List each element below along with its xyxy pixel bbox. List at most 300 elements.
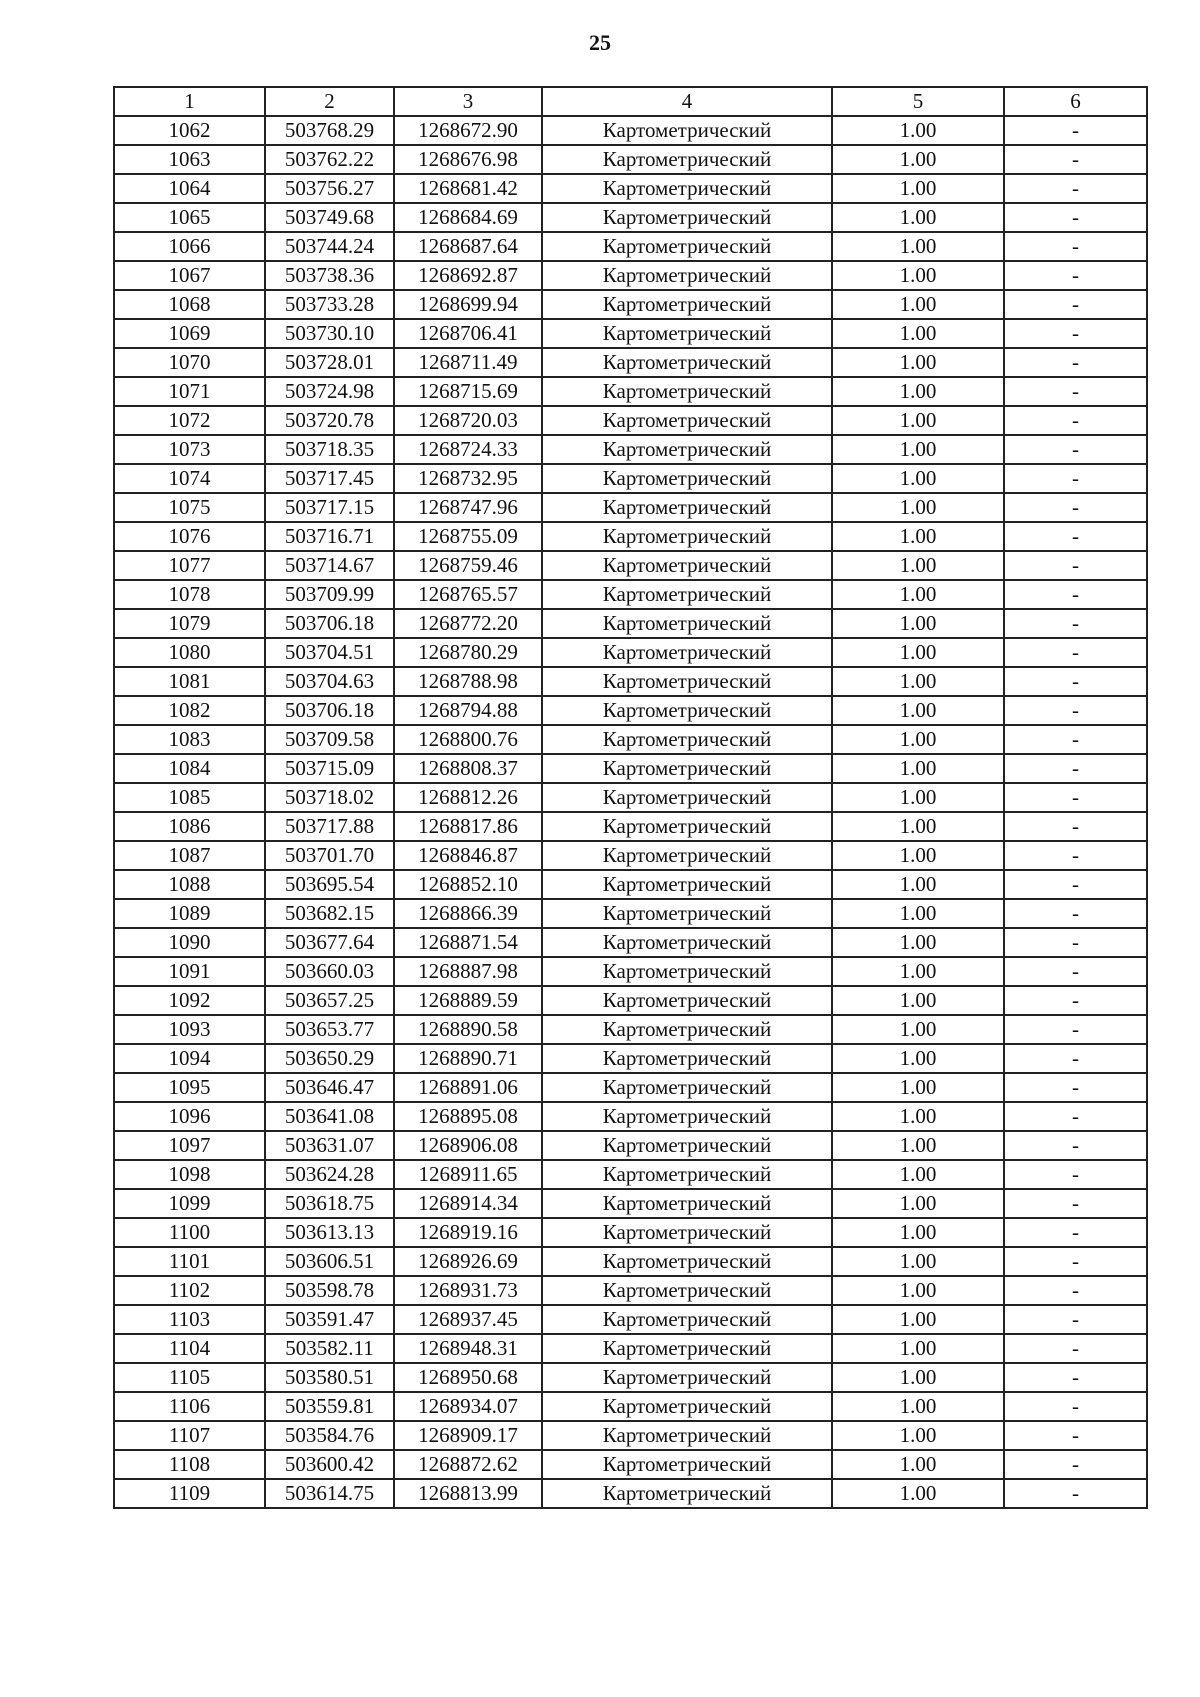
accuracy-cell: 1.00	[832, 1479, 1004, 1508]
method-cell: Картометрический	[542, 1247, 832, 1276]
table-row	[114, 348, 1147, 377]
method-cell: Картометрический	[542, 667, 832, 696]
accuracy-cell: 1.00	[832, 406, 1004, 435]
point-number-cell: 1078	[114, 580, 265, 609]
description-cell: -	[1004, 435, 1147, 464]
point-number-cell: 1107	[114, 1421, 265, 1450]
y-coordinate-cell: 1268890.58	[394, 1015, 542, 1044]
method-cell: Картометрический	[542, 957, 832, 986]
y-coordinate-cell: 1268687.64	[394, 232, 542, 261]
accuracy-cell: 1.00	[832, 319, 1004, 348]
x-coordinate-cell: 503677.64	[265, 928, 394, 957]
y-coordinate-cell: 1268672.90	[394, 116, 542, 145]
method-cell: Картометрический	[542, 406, 832, 435]
table-row	[114, 1073, 1147, 1102]
y-coordinate-cell: 1268895.08	[394, 1102, 542, 1131]
description-cell: -	[1004, 1102, 1147, 1131]
accuracy-cell: 1.00	[832, 551, 1004, 580]
column-header-2: 2	[265, 87, 394, 116]
method-cell: Картометрический	[542, 493, 832, 522]
accuracy-cell: 1.00	[832, 377, 1004, 406]
accuracy-cell: 1.00	[832, 435, 1004, 464]
method-cell: Картометрический	[542, 754, 832, 783]
point-number-cell: 1092	[114, 986, 265, 1015]
method-cell: Картометрический	[542, 696, 832, 725]
table-row	[114, 1218, 1147, 1247]
method-cell: Картометрический	[542, 261, 832, 290]
y-coordinate-cell: 1268780.29	[394, 638, 542, 667]
column-header-5: 5	[832, 87, 1004, 116]
y-coordinate-cell: 1268887.98	[394, 957, 542, 986]
y-coordinate-cell: 1268872.62	[394, 1450, 542, 1479]
x-coordinate-cell: 503706.18	[265, 609, 394, 638]
x-coordinate-cell: 503718.02	[265, 783, 394, 812]
point-number-cell: 1077	[114, 551, 265, 580]
page-number: 25	[589, 30, 611, 55]
point-number-cell: 1071	[114, 377, 265, 406]
x-coordinate-cell: 503714.67	[265, 551, 394, 580]
accuracy-cell: 1.00	[832, 1363, 1004, 1392]
table-row	[114, 377, 1147, 406]
point-number-cell: 1086	[114, 812, 265, 841]
accuracy-cell: 1.00	[832, 957, 1004, 986]
x-coordinate-cell: 503704.63	[265, 667, 394, 696]
x-coordinate-cell: 503653.77	[265, 1015, 394, 1044]
method-cell: Картометрический	[542, 1102, 832, 1131]
x-coordinate-cell: 503582.11	[265, 1334, 394, 1363]
description-cell: -	[1004, 580, 1147, 609]
description-cell: -	[1004, 145, 1147, 174]
method-cell: Картометрический	[542, 1015, 832, 1044]
table-row	[114, 725, 1147, 754]
table-row	[114, 1305, 1147, 1334]
y-coordinate-cell: 1268765.57	[394, 580, 542, 609]
accuracy-cell: 1.00	[832, 1334, 1004, 1363]
point-number-cell: 1097	[114, 1131, 265, 1160]
y-coordinate-cell: 1268800.76	[394, 725, 542, 754]
point-number-cell: 1093	[114, 1015, 265, 1044]
x-coordinate-cell: 503641.08	[265, 1102, 394, 1131]
table-row	[114, 1247, 1147, 1276]
table-row	[114, 406, 1147, 435]
table-row	[114, 696, 1147, 725]
accuracy-cell: 1.00	[832, 116, 1004, 145]
table-row	[114, 812, 1147, 841]
description-cell: -	[1004, 841, 1147, 870]
y-coordinate-cell: 1268931.73	[394, 1276, 542, 1305]
point-number-cell: 1096	[114, 1102, 265, 1131]
y-coordinate-cell: 1268706.41	[394, 319, 542, 348]
description-cell: -	[1004, 754, 1147, 783]
accuracy-cell: 1.00	[832, 667, 1004, 696]
y-coordinate-cell: 1268909.17	[394, 1421, 542, 1450]
x-coordinate-cell: 503715.09	[265, 754, 394, 783]
description-cell: -	[1004, 986, 1147, 1015]
method-cell: Картометрический	[542, 232, 832, 261]
point-number-cell: 1101	[114, 1247, 265, 1276]
method-cell: Картометрический	[542, 609, 832, 638]
table-row	[114, 986, 1147, 1015]
y-coordinate-cell: 1268755.09	[394, 522, 542, 551]
accuracy-cell: 1.00	[832, 1305, 1004, 1334]
table-row	[114, 464, 1147, 493]
y-coordinate-cell: 1268926.69	[394, 1247, 542, 1276]
accuracy-cell: 1.00	[832, 899, 1004, 928]
table-row	[114, 1131, 1147, 1160]
description-cell: -	[1004, 1276, 1147, 1305]
point-number-cell: 1081	[114, 667, 265, 696]
y-coordinate-cell: 1268890.71	[394, 1044, 542, 1073]
accuracy-cell: 1.00	[832, 1276, 1004, 1305]
description-cell: -	[1004, 1247, 1147, 1276]
accuracy-cell: 1.00	[832, 203, 1004, 232]
table-row	[114, 1392, 1147, 1421]
table-row	[114, 551, 1147, 580]
accuracy-cell: 1.00	[832, 1102, 1004, 1131]
method-cell: Картометрический	[542, 1044, 832, 1073]
y-coordinate-cell: 1268788.98	[394, 667, 542, 696]
description-cell: -	[1004, 261, 1147, 290]
table-row	[114, 1450, 1147, 1479]
method-cell: Картометрический	[542, 522, 832, 551]
x-coordinate-cell: 503591.47	[265, 1305, 394, 1334]
accuracy-cell: 1.00	[832, 1392, 1004, 1421]
point-number-cell: 1064	[114, 174, 265, 203]
table-row	[114, 1479, 1147, 1508]
table-row	[114, 870, 1147, 899]
x-coordinate-cell: 503650.29	[265, 1044, 394, 1073]
method-cell: Картометрический	[542, 986, 832, 1015]
y-coordinate-cell: 1268914.34	[394, 1189, 542, 1218]
accuracy-cell: 1.00	[832, 1189, 1004, 1218]
method-cell: Картометрический	[542, 1392, 832, 1421]
description-cell: -	[1004, 174, 1147, 203]
table-row	[114, 1189, 1147, 1218]
x-coordinate-cell: 503709.58	[265, 725, 394, 754]
method-cell: Картометрический	[542, 435, 832, 464]
accuracy-cell: 1.00	[832, 1450, 1004, 1479]
table-row	[114, 116, 1147, 145]
x-coordinate-cell: 503744.24	[265, 232, 394, 261]
table-row	[114, 580, 1147, 609]
method-cell: Картометрический	[542, 319, 832, 348]
y-coordinate-cell: 1268699.94	[394, 290, 542, 319]
point-number-cell: 1088	[114, 870, 265, 899]
description-cell: -	[1004, 1073, 1147, 1102]
x-coordinate-cell: 503706.18	[265, 696, 394, 725]
table-row	[114, 783, 1147, 812]
method-cell: Картометрический	[542, 870, 832, 899]
description-cell: -	[1004, 1160, 1147, 1189]
accuracy-cell: 1.00	[832, 812, 1004, 841]
point-number-cell: 1103	[114, 1305, 265, 1334]
description-cell: -	[1004, 1392, 1147, 1421]
y-coordinate-cell: 1268676.98	[394, 145, 542, 174]
accuracy-cell: 1.00	[832, 725, 1004, 754]
method-cell: Картометрический	[542, 812, 832, 841]
point-number-cell: 1094	[114, 1044, 265, 1073]
y-coordinate-cell: 1268817.86	[394, 812, 542, 841]
point-number-cell: 1087	[114, 841, 265, 870]
point-number-cell: 1090	[114, 928, 265, 957]
accuracy-cell: 1.00	[832, 464, 1004, 493]
method-cell: Картометрический	[542, 203, 832, 232]
method-cell: Картометрический	[542, 174, 832, 203]
table-row	[114, 1102, 1147, 1131]
description-cell: -	[1004, 116, 1147, 145]
x-coordinate-cell: 503682.15	[265, 899, 394, 928]
y-coordinate-cell: 1268911.65	[394, 1160, 542, 1189]
description-cell: -	[1004, 348, 1147, 377]
x-coordinate-cell: 503631.07	[265, 1131, 394, 1160]
table-row	[114, 1421, 1147, 1450]
point-number-cell: 1102	[114, 1276, 265, 1305]
y-coordinate-cell: 1268711.49	[394, 348, 542, 377]
x-coordinate-cell: 503768.29	[265, 116, 394, 145]
table-row	[114, 667, 1147, 696]
point-number-cell: 1105	[114, 1363, 265, 1392]
table-row	[114, 1363, 1147, 1392]
method-cell: Картометрический	[542, 377, 832, 406]
x-coordinate-cell: 503646.47	[265, 1073, 394, 1102]
table-row	[114, 232, 1147, 261]
description-cell: -	[1004, 870, 1147, 899]
point-number-cell: 1099	[114, 1189, 265, 1218]
y-coordinate-cell: 1268948.31	[394, 1334, 542, 1363]
description-cell: -	[1004, 493, 1147, 522]
description-cell: -	[1004, 957, 1147, 986]
description-cell: -	[1004, 406, 1147, 435]
x-coordinate-cell: 503614.75	[265, 1479, 394, 1508]
x-coordinate-cell: 503709.99	[265, 580, 394, 609]
point-number-cell: 1070	[114, 348, 265, 377]
point-number-cell: 1109	[114, 1479, 265, 1508]
description-cell: -	[1004, 1363, 1147, 1392]
accuracy-cell: 1.00	[832, 1247, 1004, 1276]
description-cell: -	[1004, 1421, 1147, 1450]
description-cell: -	[1004, 928, 1147, 957]
method-cell: Картометрический	[542, 928, 832, 957]
accuracy-cell: 1.00	[832, 145, 1004, 174]
method-cell: Картометрический	[542, 1363, 832, 1392]
x-coordinate-cell: 503600.42	[265, 1450, 394, 1479]
y-coordinate-cell: 1268937.45	[394, 1305, 542, 1334]
table-header-row	[114, 87, 1147, 116]
x-coordinate-cell: 503559.81	[265, 1392, 394, 1421]
method-cell: Картометрический	[542, 1450, 832, 1479]
accuracy-cell: 1.00	[832, 348, 1004, 377]
description-cell: -	[1004, 812, 1147, 841]
method-cell: Картометрический	[542, 580, 832, 609]
accuracy-cell: 1.00	[832, 1218, 1004, 1247]
point-number-cell: 1074	[114, 464, 265, 493]
method-cell: Картометрический	[542, 1189, 832, 1218]
x-coordinate-cell: 503730.10	[265, 319, 394, 348]
accuracy-cell: 1.00	[832, 1131, 1004, 1160]
description-cell: -	[1004, 377, 1147, 406]
accuracy-cell: 1.00	[832, 1073, 1004, 1102]
table-row	[114, 1160, 1147, 1189]
description-cell: -	[1004, 1450, 1147, 1479]
point-number-cell: 1080	[114, 638, 265, 667]
y-coordinate-cell: 1268720.03	[394, 406, 542, 435]
x-coordinate-cell: 503716.71	[265, 522, 394, 551]
table-row	[114, 899, 1147, 928]
point-number-cell: 1091	[114, 957, 265, 986]
description-cell: -	[1004, 725, 1147, 754]
point-number-cell: 1085	[114, 783, 265, 812]
method-cell: Картометрический	[542, 464, 832, 493]
y-coordinate-cell: 1268950.68	[394, 1363, 542, 1392]
table-row	[114, 1276, 1147, 1305]
table-row	[114, 1334, 1147, 1363]
point-number-cell: 1076	[114, 522, 265, 551]
accuracy-cell: 1.00	[832, 783, 1004, 812]
point-number-cell: 1108	[114, 1450, 265, 1479]
accuracy-cell: 1.00	[832, 493, 1004, 522]
description-cell: -	[1004, 1305, 1147, 1334]
table-row	[114, 1044, 1147, 1073]
point-number-cell: 1095	[114, 1073, 265, 1102]
point-number-cell: 1067	[114, 261, 265, 290]
x-coordinate-cell: 503738.36	[265, 261, 394, 290]
y-coordinate-cell: 1268794.88	[394, 696, 542, 725]
column-header-6: 6	[1004, 87, 1147, 116]
description-cell: -	[1004, 1334, 1147, 1363]
y-coordinate-cell: 1268846.87	[394, 841, 542, 870]
y-coordinate-cell: 1268715.69	[394, 377, 542, 406]
method-cell: Картометрический	[542, 290, 832, 319]
point-number-cell: 1104	[114, 1334, 265, 1363]
table-row	[114, 435, 1147, 464]
description-cell: -	[1004, 232, 1147, 261]
x-coordinate-cell: 503717.15	[265, 493, 394, 522]
description-cell: -	[1004, 319, 1147, 348]
y-coordinate-cell: 1268871.54	[394, 928, 542, 957]
y-coordinate-cell: 1268681.42	[394, 174, 542, 203]
description-cell: -	[1004, 899, 1147, 928]
y-coordinate-cell: 1268813.99	[394, 1479, 542, 1508]
description-cell: -	[1004, 203, 1147, 232]
description-cell: -	[1004, 667, 1147, 696]
accuracy-cell: 1.00	[832, 261, 1004, 290]
x-coordinate-cell: 503701.70	[265, 841, 394, 870]
table-row	[114, 754, 1147, 783]
y-coordinate-cell: 1268808.37	[394, 754, 542, 783]
y-coordinate-cell: 1268759.46	[394, 551, 542, 580]
description-cell: -	[1004, 1131, 1147, 1160]
point-number-cell: 1084	[114, 754, 265, 783]
method-cell: Картометрический	[542, 116, 832, 145]
y-coordinate-cell: 1268891.06	[394, 1073, 542, 1102]
x-coordinate-cell: 503720.78	[265, 406, 394, 435]
table-row	[114, 319, 1147, 348]
x-coordinate-cell: 503756.27	[265, 174, 394, 203]
method-cell: Картометрический	[542, 348, 832, 377]
y-coordinate-cell: 1268889.59	[394, 986, 542, 1015]
method-cell: Картометрический	[542, 1160, 832, 1189]
x-coordinate-cell: 503733.28	[265, 290, 394, 319]
table-row	[114, 493, 1147, 522]
x-coordinate-cell: 503598.78	[265, 1276, 394, 1305]
description-cell: -	[1004, 1189, 1147, 1218]
accuracy-cell: 1.00	[832, 232, 1004, 261]
column-header-4: 4	[542, 87, 832, 116]
x-coordinate-cell: 503580.51	[265, 1363, 394, 1392]
table-row	[114, 145, 1147, 174]
point-number-cell: 1082	[114, 696, 265, 725]
method-cell: Картометрический	[542, 145, 832, 174]
method-cell: Картометрический	[542, 1073, 832, 1102]
accuracy-cell: 1.00	[832, 522, 1004, 551]
method-cell: Картометрический	[542, 1305, 832, 1334]
y-coordinate-cell: 1268724.33	[394, 435, 542, 464]
table-row	[114, 203, 1147, 232]
description-cell: -	[1004, 551, 1147, 580]
description-cell: -	[1004, 464, 1147, 493]
accuracy-cell: 1.00	[832, 609, 1004, 638]
point-number-cell: 1066	[114, 232, 265, 261]
description-cell: -	[1004, 696, 1147, 725]
method-cell: Картометрический	[542, 899, 832, 928]
method-cell: Картометрический	[542, 1421, 832, 1450]
description-cell: -	[1004, 1044, 1147, 1073]
x-coordinate-cell: 503618.75	[265, 1189, 394, 1218]
point-number-cell: 1075	[114, 493, 265, 522]
y-coordinate-cell: 1268906.08	[394, 1131, 542, 1160]
x-coordinate-cell: 503724.98	[265, 377, 394, 406]
table-row	[114, 928, 1147, 957]
point-number-cell: 1069	[114, 319, 265, 348]
method-cell: Картометрический	[542, 551, 832, 580]
point-number-cell: 1079	[114, 609, 265, 638]
y-coordinate-cell: 1268684.69	[394, 203, 542, 232]
method-cell: Картометрический	[542, 638, 832, 667]
x-coordinate-cell: 503704.51	[265, 638, 394, 667]
x-coordinate-cell: 503657.25	[265, 986, 394, 1015]
accuracy-cell: 1.00	[832, 290, 1004, 319]
table-row	[114, 1015, 1147, 1044]
column-header-3: 3	[394, 87, 542, 116]
method-cell: Картометрический	[542, 1218, 832, 1247]
table-body	[114, 116, 1147, 1508]
y-coordinate-cell: 1268732.95	[394, 464, 542, 493]
x-coordinate-cell: 503749.68	[265, 203, 394, 232]
column-header-1: 1	[114, 87, 265, 116]
accuracy-cell: 1.00	[832, 870, 1004, 899]
point-number-cell: 1063	[114, 145, 265, 174]
y-coordinate-cell: 1268812.26	[394, 783, 542, 812]
x-coordinate-cell: 503660.03	[265, 957, 394, 986]
description-cell: -	[1004, 522, 1147, 551]
description-cell: -	[1004, 638, 1147, 667]
accuracy-cell: 1.00	[832, 174, 1004, 203]
point-number-cell: 1083	[114, 725, 265, 754]
point-number-cell: 1062	[114, 116, 265, 145]
accuracy-cell: 1.00	[832, 841, 1004, 870]
x-coordinate-cell: 503717.45	[265, 464, 394, 493]
description-cell: -	[1004, 1218, 1147, 1247]
point-number-cell: 1106	[114, 1392, 265, 1421]
x-coordinate-cell: 503717.88	[265, 812, 394, 841]
accuracy-cell: 1.00	[832, 638, 1004, 667]
accuracy-cell: 1.00	[832, 986, 1004, 1015]
description-cell: -	[1004, 783, 1147, 812]
method-cell: Картометрический	[542, 725, 832, 754]
description-cell: -	[1004, 1479, 1147, 1508]
table-row	[114, 522, 1147, 551]
y-coordinate-cell: 1268852.10	[394, 870, 542, 899]
